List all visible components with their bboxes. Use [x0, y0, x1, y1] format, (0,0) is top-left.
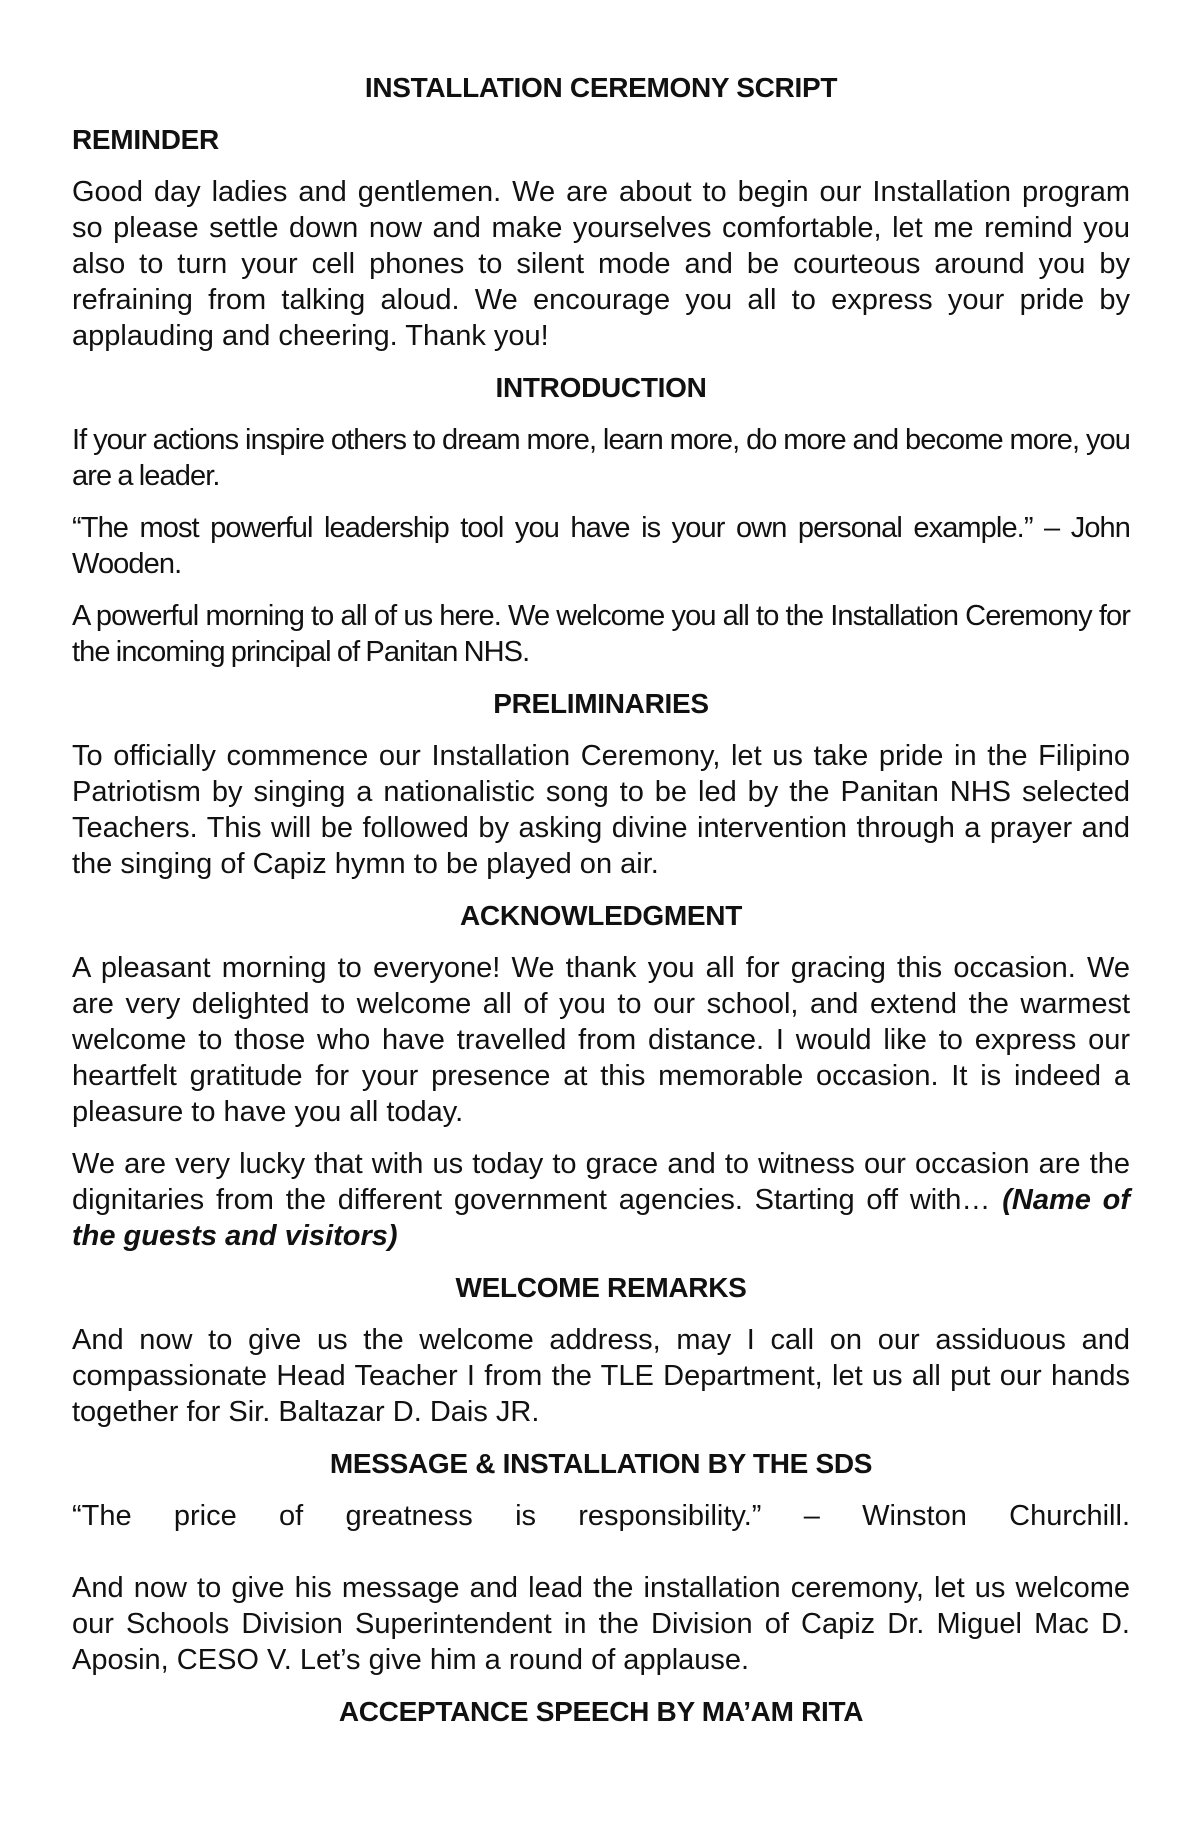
section-heading-preliminaries: PRELIMINARIES: [493, 688, 709, 719]
introduction-quote: “The most powerful leadership tool you have is your own personal example.” – John Wooden.: [72, 512, 1130, 580]
introduction-paragraph-1: If your actions inspire others to dream more, learn more, do more and become more, you are a leader.: [72, 424, 1130, 492]
welcome-remarks-paragraph: And now to give us the welcome address, may I call on our assiduous and compassionate Head Teacher I from the TLE Department, let us all put our hands together for Sir. Baltazar D. Dais JR.: [72, 1324, 1130, 1428]
introduction-paragraph-3: A powerful morning to all of us here. We welcome you all to the Installation Ceremony for the incoming principal of Panitan NHS.: [72, 600, 1130, 668]
document-page: [72, 70, 1130, 1746]
message-installation-paragraph: And now to give his message and lead the installation ceremony, let us welcome our Schools Division Superintendent in the Division of Capiz Dr. Miguel Mac D. Aposin, CESO V. Let’s give him a round of applause.: [72, 1572, 1130, 1676]
acknowledgment-paragraph-1: A pleasant morning to everyone! We thank you all for gracing this occasion. We are very delighted to welcome all of you to our school, and extend the warmest welcome to those who have travelled from distance. I would like to express our heartfelt gratitude for your presence at this memorable occasion. It is indeed a pleasure to have you all today.: [72, 952, 1130, 1128]
section-heading-acceptance-speech: ACCEPTANCE SPEECH BY MA’AM RITA: [338, 1696, 864, 1727]
section-heading-acknowledgment: ACKNOWLEDGMENT: [460, 900, 742, 931]
section-heading-introduction: INTRODUCTION: [495, 372, 707, 403]
reminder-paragraph: Good day ladies and gentlemen. We are about to begin our Installation program so please settle down now and make yourselves comfortable, let me remind you also to turn your cell phones to silent mode and be courteous around you by refraining from talking aloud. We encourage you all to express your pride by applauding and cheering. Thank you!: [72, 176, 1130, 352]
section-heading-welcome-remarks: WELCOME REMARKS: [455, 1272, 747, 1303]
section-heading-reminder: REMINDER: [72, 124, 219, 155]
acknowledgment-paragraph-2: [72, 1146, 1130, 1254]
acknowledgment-paragraph-2-text: We are very lucky that with us today to grace and to witness our occasion are the dignitaries from the different government agencies. Starting off with…: [72, 1148, 1130, 1216]
churchill-quote: “The price of greatness is responsibility.” – Winston Churchill.: [72, 1500, 1130, 1532]
preliminaries-paragraph: To officially commence our Installation Ceremony, let us take pride in the Filipino Patriotism by singing a nationalistic song to be led by the Panitan NHS selected Teachers. This will be followed by asking divine intervention through a prayer and the singing of Capiz hymn to be played on air.: [72, 740, 1130, 880]
guest-names-placeholder: (Name of the guests and visitors): [72, 1184, 1131, 1252]
document-title: INSTALLATION CEREMONY SCRIPT: [364, 72, 838, 103]
section-heading-message-installation: MESSAGE & INSTALLATION BY THE SDS: [329, 1448, 873, 1479]
